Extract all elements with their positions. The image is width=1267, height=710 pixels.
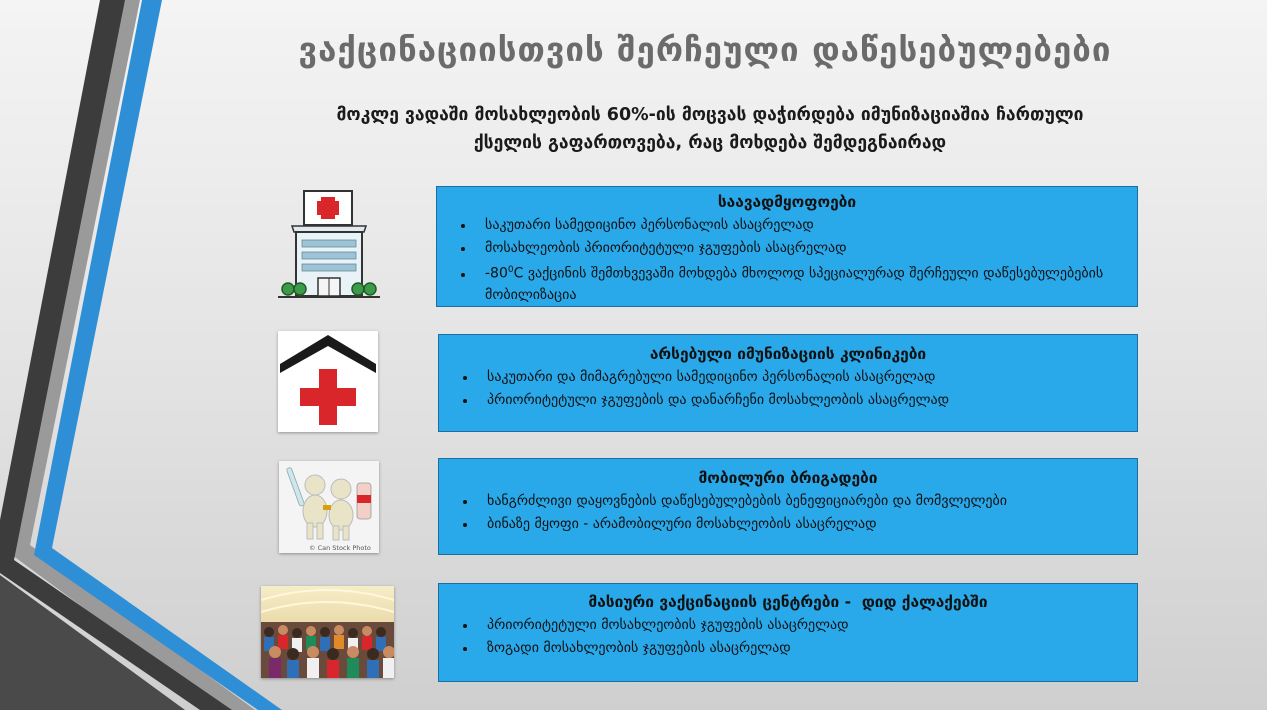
list-item: • ხანგრძლივი დაყოვნების დაწესებულებების ბენეფიციარები და მომვლელები bbox=[477, 490, 1127, 513]
slide-title: ვაქცინაციისთვის შერჩეული დაწესებულებები bbox=[298, 30, 1112, 69]
card-clinics-list bbox=[449, 366, 1127, 412]
list-item: • პრიორიტეტული ჯგუფების და დანარჩენი მოსახლეობის ასაცრელად bbox=[477, 389, 1127, 412]
card-mobile-brigades bbox=[438, 458, 1138, 555]
card-mass-title: მასიური ვაქცინაციის ცენტრები - დიდ ქალაქებში bbox=[588, 593, 988, 611]
list-item: • მოსახლეობის პრიორიტეტული ჯგუფების ასაცრელად bbox=[475, 237, 1127, 260]
card-mass-vaccination-centers bbox=[438, 583, 1138, 682]
card-hospitals-list bbox=[447, 214, 1127, 306]
list-item: • საკუთარი და მიმაგრებული სამედიცინო პერსონალის ასაცრელად bbox=[477, 366, 1127, 389]
list-item: • ზოგადი მოსახლეობის ჯგუფების ასაცრელად bbox=[477, 637, 1127, 660]
photo-credit: © Can Stock Photo bbox=[309, 544, 371, 552]
slide-subtitle bbox=[220, 101, 1200, 157]
card-clinics-title: არსებული იმუნიზაციის კლინიკები bbox=[649, 345, 927, 363]
clinic-red-cross-icon bbox=[278, 331, 378, 432]
vaccination-crowd-image bbox=[261, 586, 394, 678]
card-hospitals-title: საავადმყოფოები bbox=[717, 193, 857, 211]
temperature-value: -80 bbox=[485, 265, 508, 282]
card-mobile-list bbox=[449, 490, 1127, 536]
subtitle-line-1: მოკლე ვადაში მოსახლეობის 60%-ის მოცვას დაჭირდება იმუნიზაციაშია ჩართული bbox=[336, 105, 1084, 125]
card-mass-list bbox=[449, 614, 1127, 660]
list-item: • ბინაზე მყოფი - არამობილური მოსახლეობის ასაცრელად bbox=[477, 513, 1127, 536]
subtitle-line-2: ქსელის გაფართოვება, რაც მოხდება შემდეგნაირად bbox=[473, 133, 947, 153]
card-mobile-title: მობილური ბრიგადები bbox=[698, 469, 878, 487]
card-immunization-clinics bbox=[438, 334, 1138, 432]
vaccine-figures-image bbox=[279, 461, 379, 553]
card-hospitals bbox=[436, 186, 1138, 307]
degree-superscript: 0 bbox=[507, 265, 514, 275]
list-item: • საკუთარი სამედიცინო პერსონალის ასაცრელად bbox=[475, 214, 1127, 237]
list-item: • პრიორიტეტული მოსახლეობის ჯგუფების ასაცრელად bbox=[477, 614, 1127, 637]
hospital-building-icon bbox=[278, 188, 380, 300]
list-item bbox=[475, 260, 1127, 306]
list-item-text: C ვაქცინის შემთხვევაში მოხდება მხოლოდ სპეციალურად შერჩეული დაწესებულებების მობილიზაცია bbox=[485, 265, 1104, 303]
